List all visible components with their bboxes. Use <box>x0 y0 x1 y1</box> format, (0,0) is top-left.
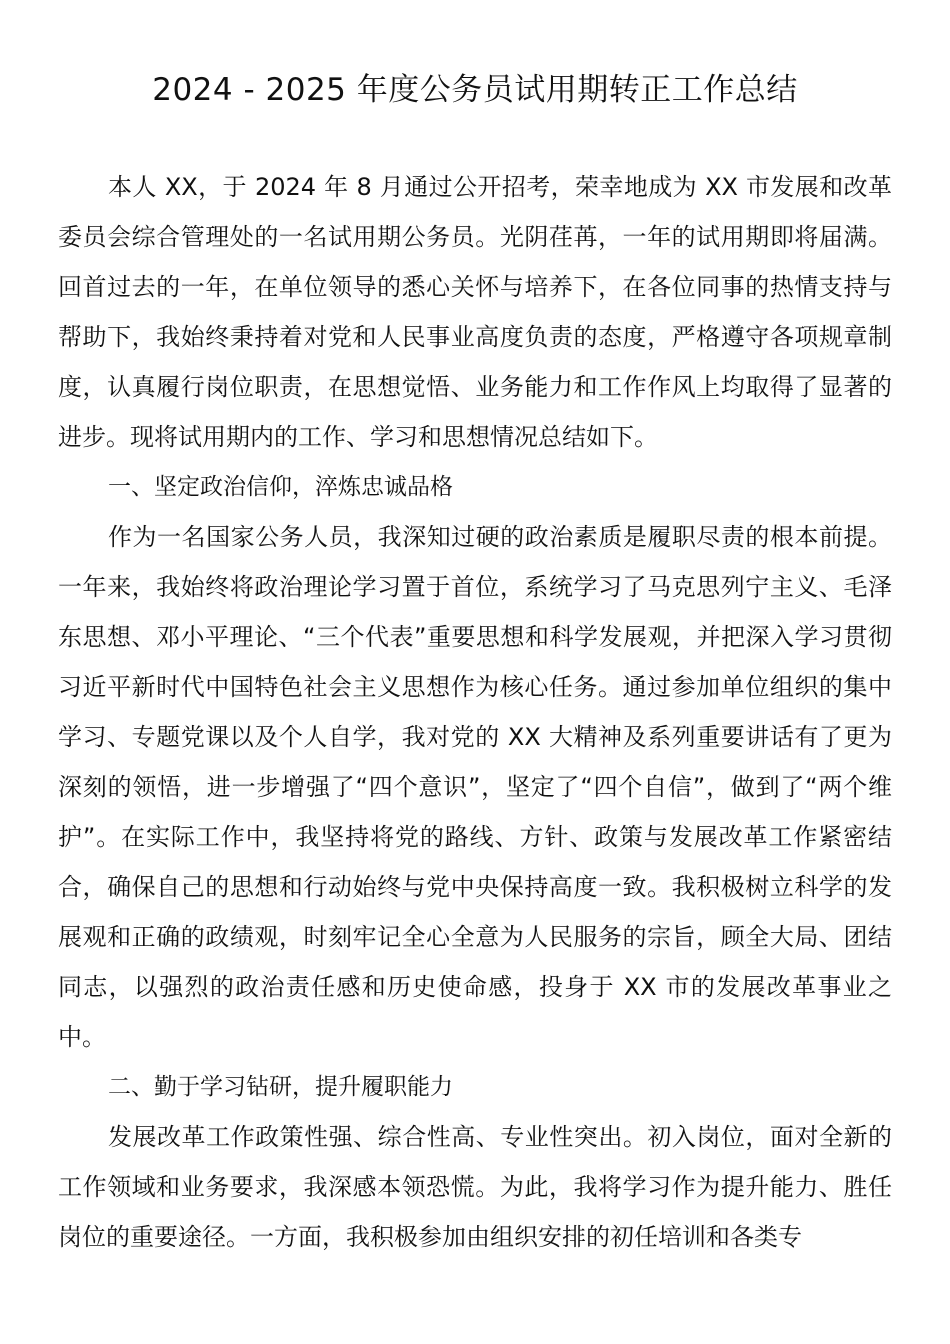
intro-paragraph: 本人 XX，于 2024 年 8 月通过公开招考，荣幸地成为 XX 市发展和改革委员会综合管理处的一名试用期公务员。光阴荏苒，一年的试用期即将届满。回首过去的一年，在单位领导的悉心关怀与培养下，在各位同事的热情支持与帮助下，我始终秉持着对党和人民事业高度负责的态度，严格遵守各项规章制度，认真履行岗位职责，在思想觉悟、业务能力和工作作风上均取得了显著的进步。现将试用期内的工作、学习和思想情况总结如下。 <box>58 173 892 451</box>
section-2-paragraph: 发展改革工作政策性强、综合性高、专业性突出。初入岗位，面对全新的工作领域和业务要求，我深感本领恐慌。为此，我将学习作为提升能力、胜任岗位的重要途径。一方面，我积极参加由组织安排的初任培训和各类专 <box>58 1123 892 1251</box>
section-heading-1: 一、坚定政治信仰，淬炼忠诚品格 <box>108 474 453 500</box>
document-title: 2024 - 2025 年度公务员试用期转正工作总结 <box>152 72 798 108</box>
section-heading-2: 二、勤于学习钻研，提升履职能力 <box>108 1074 453 1100</box>
section-1-paragraph: 作为一名国家公务人员，我深知过硬的政治素质是履职尽责的根本前提。一年来，我始终将政治理论学习置于首位，系统学习了马克思列宁主义、毛泽东思想、邓小平理论、“三个代表”重要思想和科学发展观，并把深入学习贯彻习近平新时代中国特色社会主义思想作为核心任务。通过参加单位组织的集中学习、专题党课以及个人自学，我对党的 XX 大精神及系列重要讲话有了更为深刻的领悟，进一步增强了“四个意识”，坚定了“四个自信”，做到了“两个维护”。在实际工作中，我坚持将党的路线、方针、政策与发展改革工作紧密结合，确保自己的思想和行动始终与党中央保持高度一致。我积极树立科学的发展观和正确的政绩观，时刻牢记全心全意为人民服务的宗旨，顾全大局、团结同志，以强烈的政治责任感和历史使命感，投身于 XX 市的发展改革事业之中。 <box>58 523 892 1051</box>
document-body <box>58 162 892 1262</box>
